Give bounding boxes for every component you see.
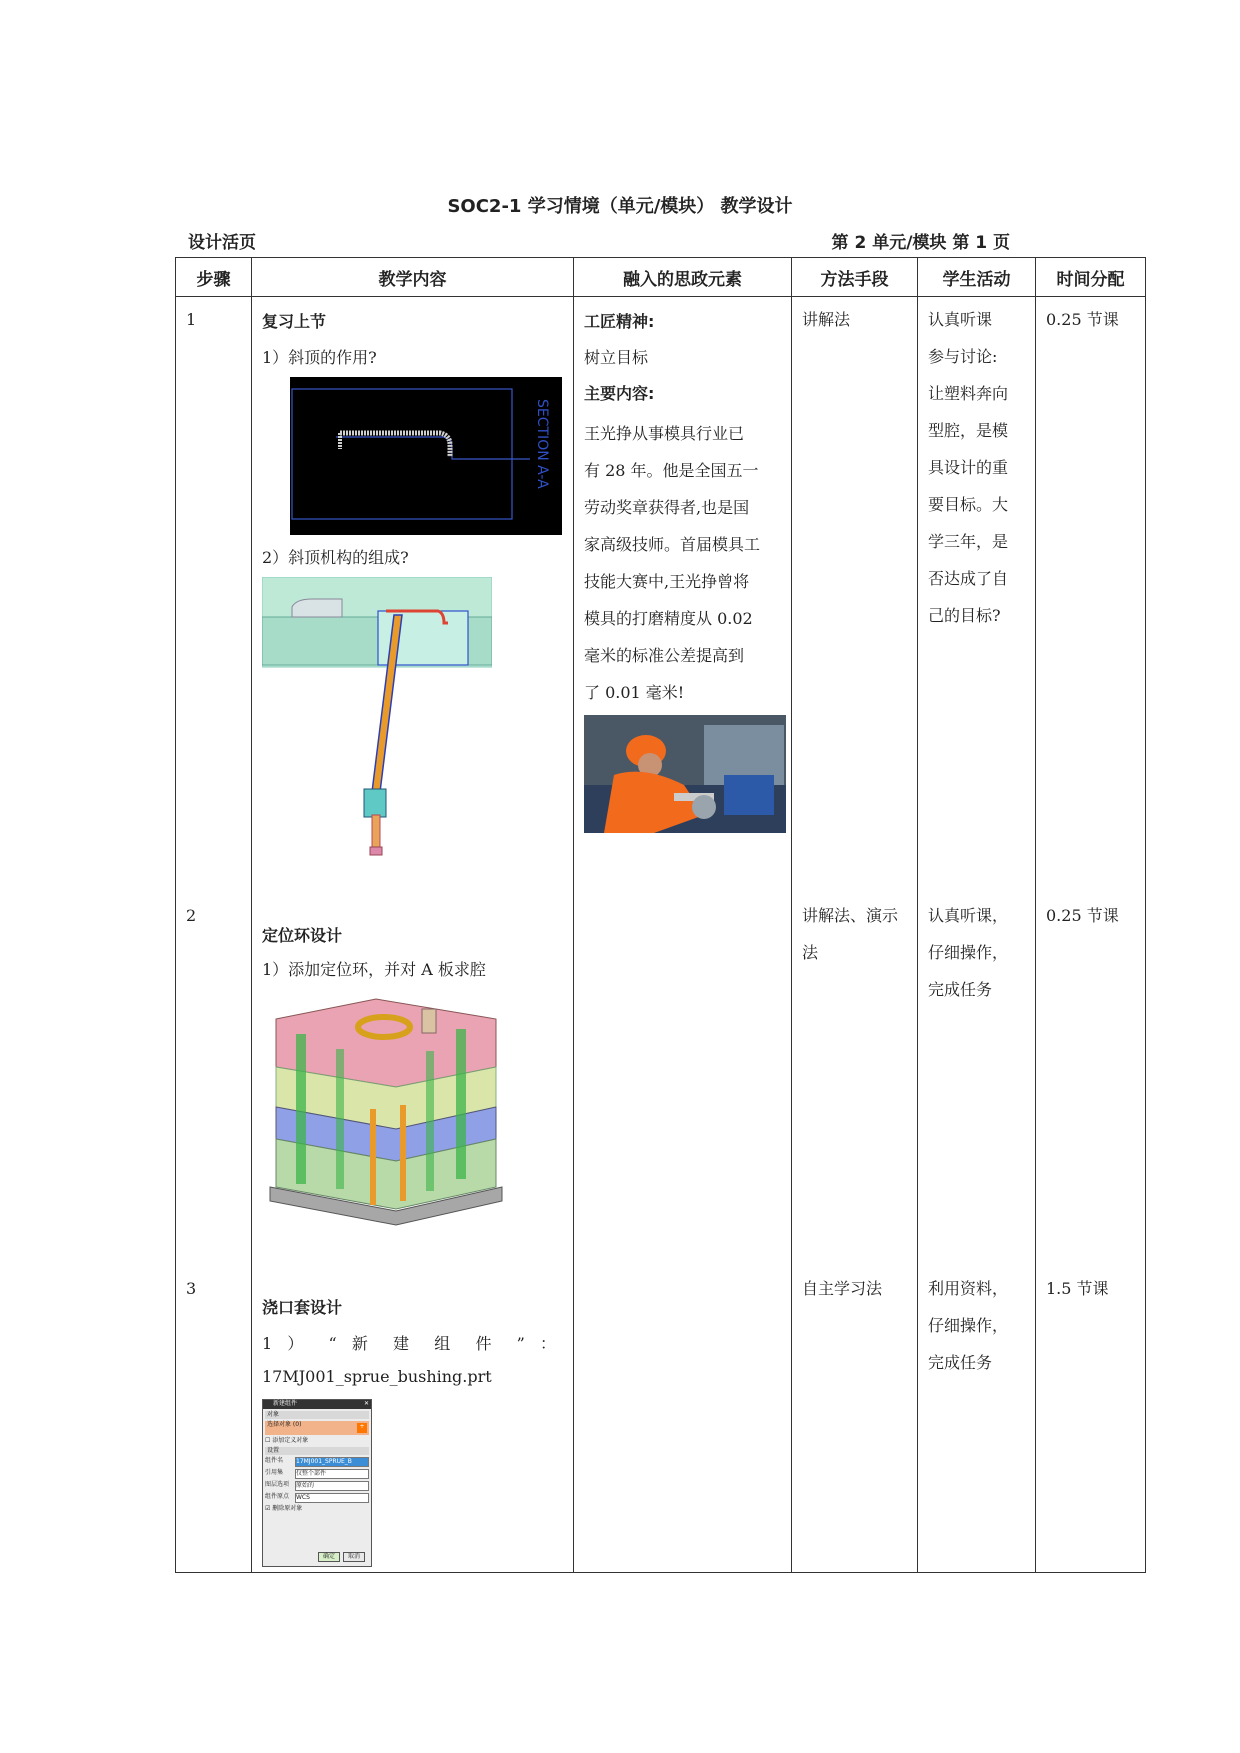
setting-row: 图层选项 原始的 [265, 1481, 369, 1491]
header-activity: 学生活动 [918, 258, 1036, 297]
step1-item2: 2）斜顶机构的组成? [262, 548, 409, 567]
step1-time: 0.25 节课 [1046, 310, 1119, 329]
new-component-dialog [262, 1399, 372, 1567]
step-column [176, 297, 252, 1573]
time-column [1036, 297, 1146, 1573]
step-number-2: 2 [186, 906, 197, 925]
main-content-heading: 主要内容: [584, 384, 655, 403]
page-indicator: 第 2 单元/模块 第 1 页 [831, 233, 1010, 253]
step3-method: 自主学习法 [802, 1279, 883, 1298]
step2-activity: 认真听课， 仔细操作， 完成任务 [928, 906, 1009, 999]
dialog-title: 新建组件 [273, 1400, 298, 1407]
reference-set-select[interactable]: 仅整个部件 [295, 1469, 369, 1479]
section-label: SECTION A-A [534, 399, 550, 489]
component-origin-select[interactable]: WCS [295, 1493, 369, 1503]
mold-assembly-image [266, 989, 506, 1229]
setting-row: 组件名 17MJ001_SPRUE_B [265, 1457, 369, 1467]
step2-heading: 定位环设计 [262, 926, 343, 945]
select-object-row[interactable] [265, 1421, 369, 1435]
table-header-row [176, 258, 1146, 297]
step2-time: 0.25 节课 [1046, 906, 1119, 925]
story-text: 王光挣从事模具行业已 有 28 年。他是全国五一 劳动奖章获得者,也是国 家高级技师。首届模具工 技能大赛中,王光挣曾将 模具的打磨精度从 0.02 毫米的标准公差提高到 了 0.01 毫米! [584, 424, 761, 702]
craftsman-spirit-heading: 工匠精神: [584, 312, 655, 331]
dialog-titlebar [263, 1400, 371, 1409]
component-name-field[interactable]: 17MJ001_SPRUE_B [295, 1457, 369, 1467]
header-content: 教学内容 [252, 258, 574, 297]
step1-activity: 认真听课 参与讨论: 让塑料奔向 型腔，是模 具设计的重 要目标。大 学三年，是 否达成了自 己的目标? [928, 310, 1009, 625]
activity-column [918, 297, 1036, 1573]
method-column [792, 297, 918, 1573]
step1-method: 讲解法 [802, 310, 851, 329]
lesson-design-table [175, 257, 1146, 1573]
select-object-label: 选择对象 (0) [267, 1421, 302, 1428]
content-column [252, 297, 574, 1573]
header-time: 时间分配 [1036, 258, 1146, 297]
setting-row: 组件原点 WCS [265, 1493, 369, 1503]
crosshair-icon[interactable]: + [357, 1423, 367, 1433]
table-body-row [176, 297, 1146, 1573]
delete-original-checkbox[interactable]: ☑ 删除原对象 [265, 1505, 303, 1512]
worker-photo [584, 715, 786, 833]
header-step: 步骤 [176, 258, 252, 297]
step-number-3: 3 [186, 1279, 197, 1298]
header-method: 方法手段 [792, 258, 918, 297]
step3-activity: 利用资料， 仔细操作， 完成任务 [928, 1279, 1009, 1372]
ideology-column [574, 297, 792, 1573]
header-ideology: 融入的思政元素 [574, 258, 792, 297]
step2-item1: 1）添加定位环，并对 A 板求腔 [262, 960, 486, 979]
cancel-button[interactable]: 取消 [343, 1552, 365, 1562]
layer-option-select[interactable]: 原始的 [295, 1481, 369, 1491]
step1-item1: 1）斜顶的作用? [262, 348, 377, 367]
dialog-section-object: 对象 [265, 1411, 369, 1419]
lifter-mechanism-image [262, 577, 492, 857]
design-sheet-label: 设计活页 [188, 233, 256, 253]
set-goal-text: 树立目标 [584, 348, 649, 367]
dialog-buttons [318, 1552, 365, 1562]
step2-method: 讲解法、演示法 [802, 906, 899, 962]
close-icon[interactable]: ✕ [363, 1400, 369, 1407]
dialog-section-settings: 设置 [265, 1447, 369, 1455]
step3-time: 1.5 节课 [1046, 1279, 1109, 1298]
step1-heading: 复习上节 [262, 312, 327, 331]
add-defined-object-checkbox[interactable]: ☐ 添加定义对象 [265, 1437, 309, 1444]
ok-button[interactable]: 确定 [318, 1552, 340, 1562]
section-view-image [290, 377, 562, 535]
step3-heading: 浇口套设计 [262, 1298, 343, 1317]
step3-item1: 1 ） “ 新 建 组 件 ” ： [262, 1334, 556, 1353]
step-number-1: 1 [186, 310, 197, 329]
settings-rows [265, 1457, 369, 1513]
step3-item1-filename: 17MJ001_sprue_bushing.prt [262, 1367, 492, 1386]
document-title: SOC2-1 学习情境（单元/模块） 教学设计 [447, 196, 793, 217]
setting-row: 引用集 仅整个部件 [265, 1469, 369, 1479]
